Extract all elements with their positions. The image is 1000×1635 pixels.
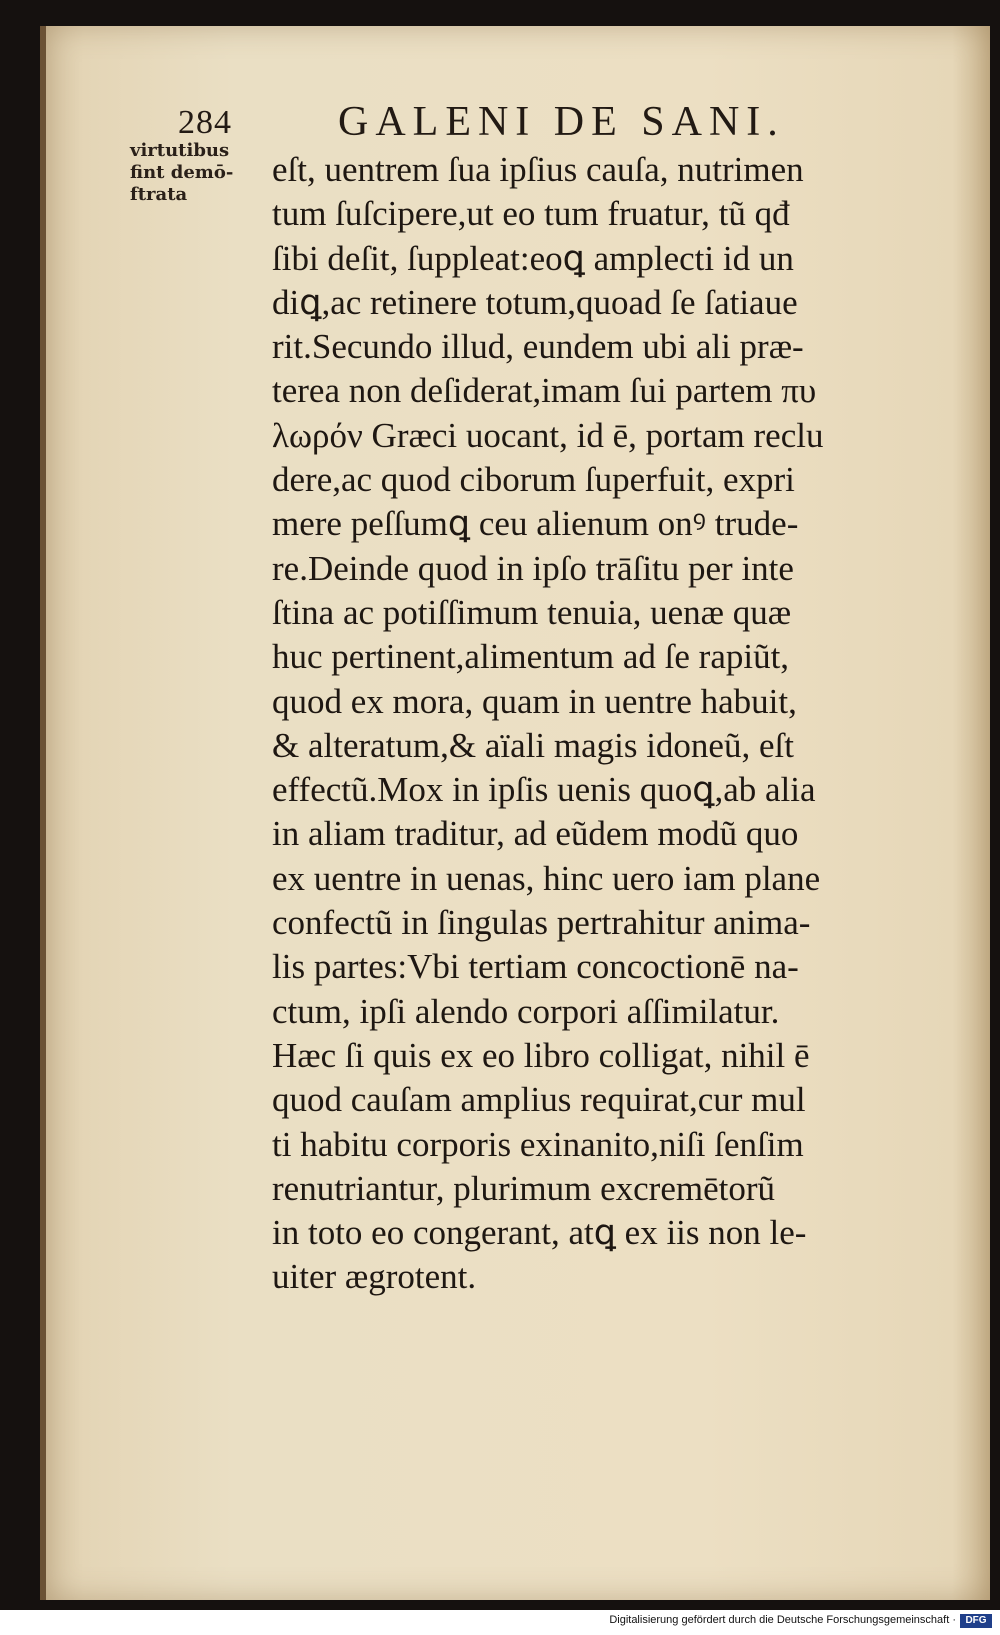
text-line: lis partes:Vbi tertiam concoctionē na-: [272, 947, 799, 987]
text-line: rit.Secundo illud, eundem ubi ali præ-: [272, 327, 804, 367]
text-line: uiter ægrotent.: [272, 1257, 477, 1297]
text-line: effectũ.Mox in ipſis uenis quoꝗ,ab alia: [272, 770, 816, 810]
text-line: quod ex mora, quam in uentre habuit,: [272, 681, 797, 721]
page-number: 284: [178, 104, 232, 141]
text-line: renutriantur, plurimum excremētorũ: [272, 1168, 776, 1208]
text-line: ex uentre in uenas, hinc uero iam plane: [272, 858, 821, 898]
text-line: dere,ac quod ciborum ſuperfuit, expri: [272, 460, 795, 500]
running-head: GALENI DE SANI.: [338, 99, 785, 145]
text-line: in aliam traditur, ad eũdem modũ quo: [272, 814, 799, 854]
text-line: confectũ in ſingulas pertrahitur anima-: [272, 903, 811, 943]
margin-note-line: ftrata: [130, 184, 188, 205]
text-line: ſtina ac potiſſimum tenuia, uenæ quæ: [272, 592, 792, 632]
text-line: Hæc ſi quis ex eo libro colligat, nihil ē: [272, 1035, 810, 1075]
text-line: re.Deinde quod in ipſo trāſitu per inte: [272, 548, 794, 588]
text-line: terea non deſiderat,imam ſui partem πυ: [272, 371, 817, 411]
margin-note: [130, 140, 260, 206]
text-line: ſibi deſit, ſuppleat:eoꝗ amplecti id un: [272, 238, 794, 278]
text-line: & alteratum,& aïali magis idoneũ, eſt: [272, 725, 794, 765]
text-line: huc pertinent,alimentum ad ſe rapiũt,: [272, 637, 790, 677]
body-text: [272, 148, 932, 1300]
text-line: in toto eo congerant, atꝗ ex iis non le-: [272, 1213, 807, 1253]
text-line: mere peſſumꝗ ceu alienum onꝰ trude-: [272, 504, 799, 544]
text-line: quod cauſam amplius requirat,cur mul: [272, 1080, 806, 1120]
text-line: ti habitu corporis exinanito,niſi ſenſim: [272, 1124, 804, 1164]
text-line: diꝗ,ac retinere totum,quoad ſe ſatiaue: [272, 282, 798, 322]
text-line: eſt, uentrem ſua ipſius cauſa, nutrimen: [272, 150, 804, 189]
text-line: ctum, ipſi alendo corpori aſſimilatur.: [272, 991, 780, 1031]
margin-note-line: virtutibus: [130, 140, 230, 161]
text-line: tum ſuſcipere,ut eo tum fruatur, tũ qđ: [272, 194, 790, 234]
text-line: λωρόν Græci uocant, id ē, portam reclu: [272, 415, 824, 455]
dfg-logo-icon: DFG: [960, 1614, 992, 1628]
footer-credit: Digitalisierung gefördert durch die Deutsche Forschungsgemeinschaft ·: [609, 1614, 956, 1626]
margin-note-line: fint demō-: [130, 162, 234, 183]
